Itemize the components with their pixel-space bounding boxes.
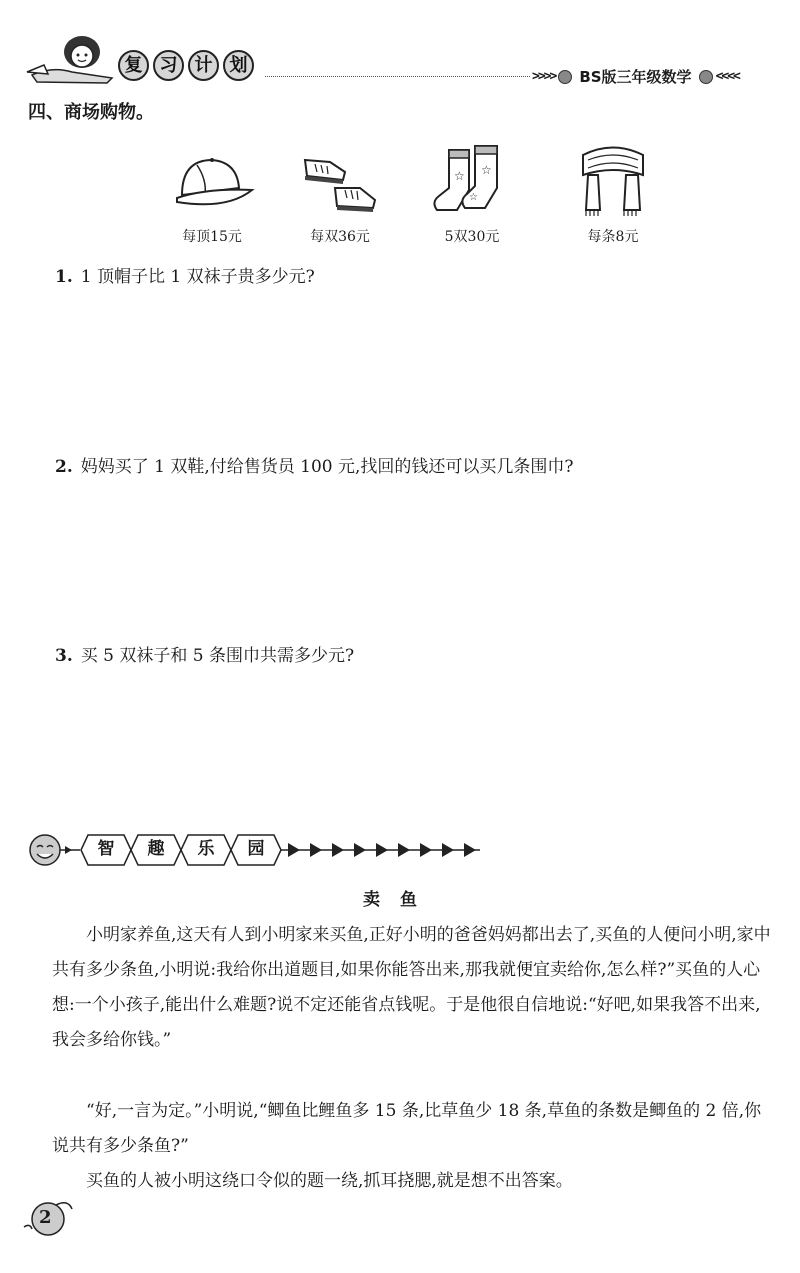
page-number: 2 <box>39 1207 52 1228</box>
header-title-char: 复 <box>118 50 149 81</box>
product-shoes <box>280 140 400 246</box>
story-title: 卖鱼 <box>363 890 437 910</box>
product-socks <box>412 140 532 246</box>
svg-text:☆: ☆ <box>454 169 465 183</box>
question-number: 2. <box>55 457 73 477</box>
fun-title-hex <box>180 834 232 866</box>
scarf-icon <box>568 140 658 220</box>
product-price: 5双30元 <box>444 229 500 245</box>
dot-icon <box>558 70 572 84</box>
question-text: 妈妈买了 1 双鞋,付给售货员 100 元,找回的钱还可以买几条围巾? <box>80 457 574 477</box>
story-paragraph: “好,一言为定。”小明说,“鲫鱼比鲤鱼多 15 条,比草鱼少 18 条,草鱼的条数是鲫鱼的 2 倍,你说共有多少条鱼?” <box>52 1101 762 1156</box>
header-title <box>118 50 254 81</box>
header-divider <box>265 76 530 77</box>
section-title: 四、商场购物。 <box>28 102 154 123</box>
fun-title-hex <box>130 834 182 866</box>
svg-text:☆: ☆ <box>469 192 478 203</box>
header-title-char: 习 <box>153 50 184 81</box>
question-text: 1 顶帽子比 1 双袜子贵多少元? <box>80 267 315 287</box>
cap-icon <box>167 140 257 220</box>
product-price: 每条8元 <box>587 229 639 245</box>
header-title-char: 计 <box>188 50 219 81</box>
header-title-char: 划 <box>223 50 254 81</box>
dot-icon <box>699 70 713 84</box>
question-3 <box>55 641 354 666</box>
question-text: 买 5 双袜子和 5 条围巾共需多少元? <box>80 646 355 666</box>
book-name: BS版三年级数学 <box>579 68 692 86</box>
question-number: 1. <box>55 267 73 287</box>
product-cap <box>152 140 272 246</box>
product-price: 每双36元 <box>310 229 370 245</box>
story-paragraph: 买鱼的人被小明这绕口令似的题一绕,抓耳挠腮,就是想不出答案。 <box>86 1171 573 1191</box>
arrow-trail-icon <box>280 834 480 866</box>
svg-text:☆: ☆ <box>481 163 492 177</box>
fun-title-char: 乐 <box>197 839 215 859</box>
fun-title-char: 园 <box>247 839 265 859</box>
header-book-label <box>532 66 739 87</box>
smiley-mascot-icon <box>25 830 80 870</box>
question-2 <box>55 452 574 477</box>
page-number-badge <box>20 1195 80 1244</box>
fun-section-banner <box>25 830 480 870</box>
product-price: 每顶15元 <box>182 229 242 245</box>
socks-icon <box>427 140 517 220</box>
fun-title-hex <box>80 834 132 866</box>
fun-title-hex <box>230 834 282 866</box>
story-paragraph: 小明家养鱼,这天有人到小明家来买鱼,正好小明的爸爸妈妈都出去了,买鱼的人便问小明,家中共有多少条鱼,小明说:我给你出道题目,如果你能答出来,那我就便宜卖给你,怎么样?”买鱼的人心想:一个小孩子,能出什么难题?说不定还能省点钱呢。于是他很自信地说:“好吧,如果我答不出来,我会多给你钱。” <box>52 925 771 1050</box>
header-mascot-icon <box>22 30 117 89</box>
product-scarf <box>553 140 673 246</box>
arrows-right-icon: >>>> <box>532 69 556 84</box>
fun-title-char: 趣 <box>147 839 165 859</box>
question-number: 3. <box>55 646 73 666</box>
question-1 <box>55 262 315 287</box>
fun-title-char: 智 <box>97 839 115 859</box>
shoes-icon <box>295 140 385 220</box>
arrows-left-icon: <<<< <box>715 69 739 84</box>
